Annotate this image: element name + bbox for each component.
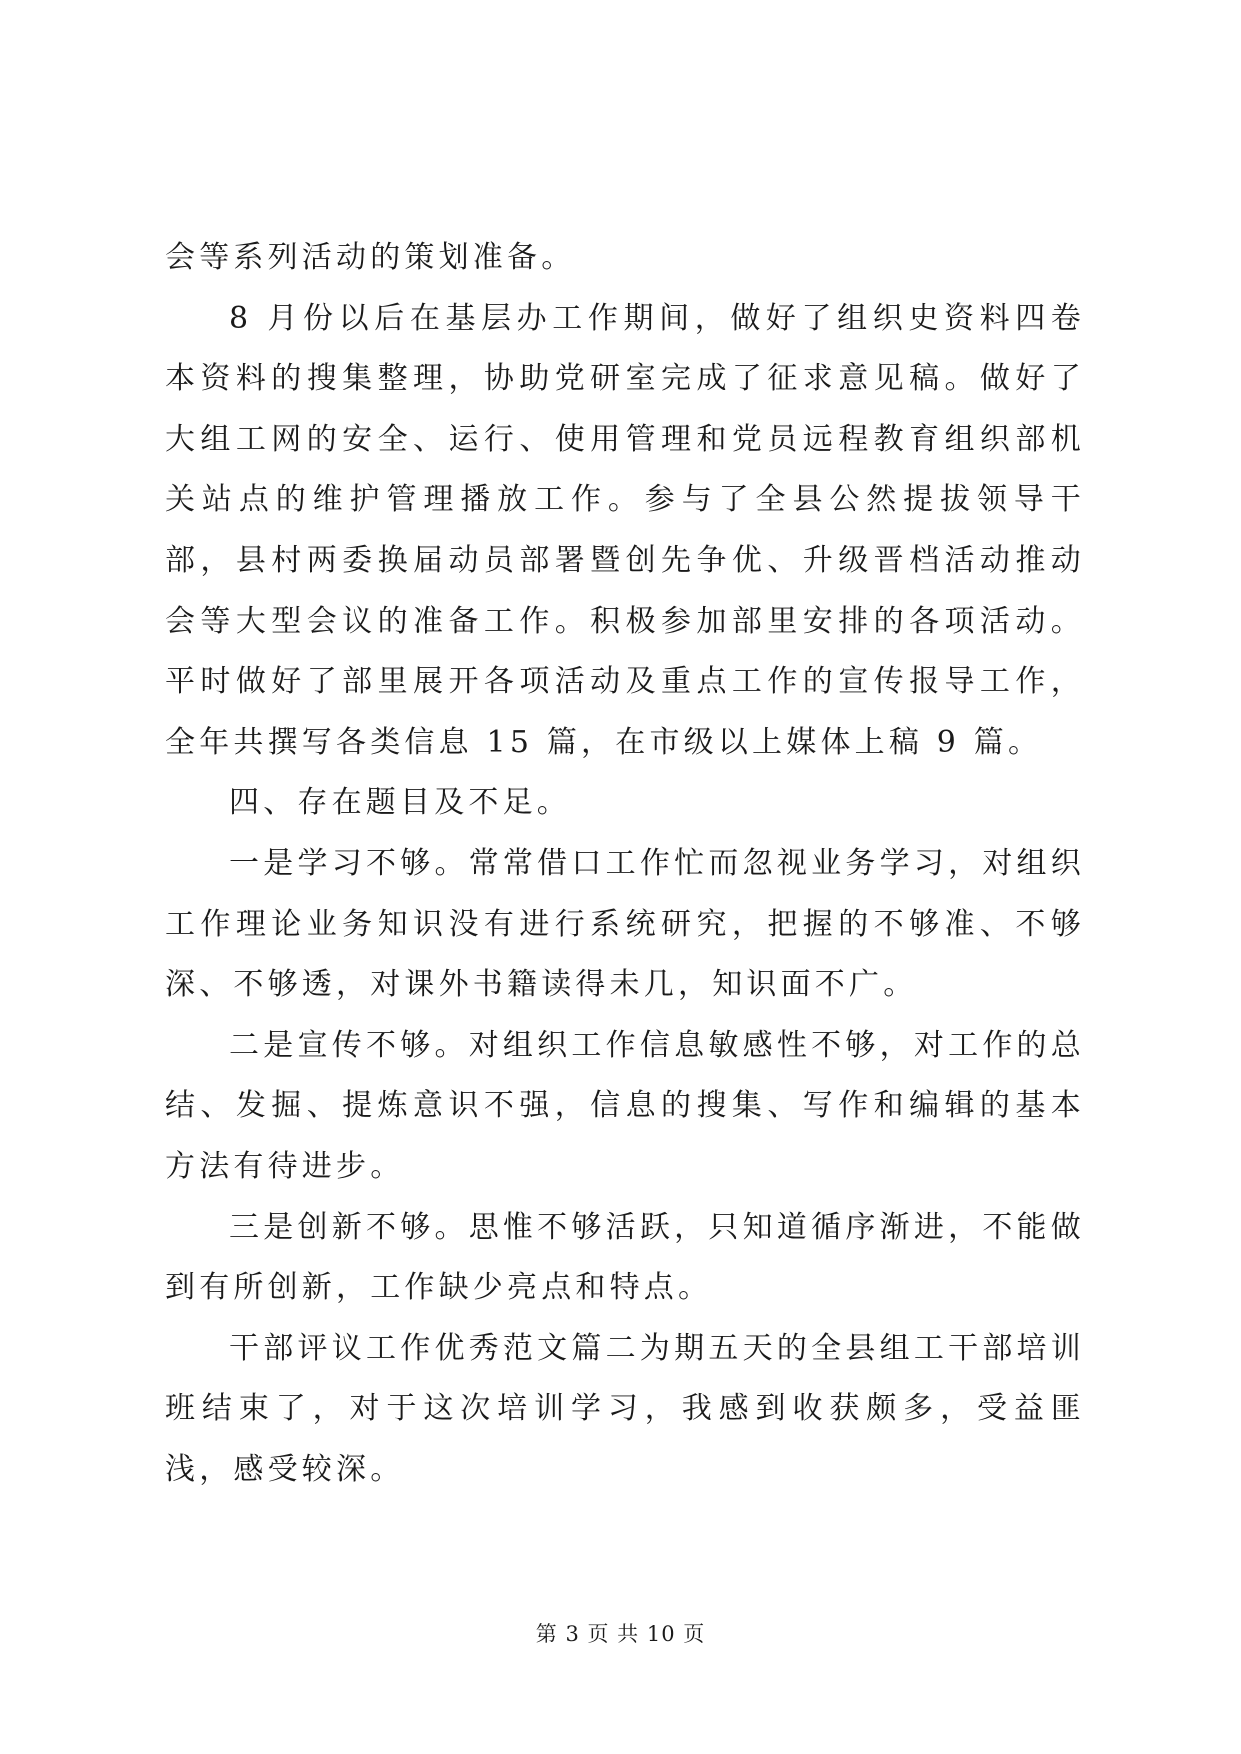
- paragraph: 一是学习不够。常常借口工作忙而忽视业务学习，对组织工作理论业务知识没有进行系统研究，把握的不够准、不够深、不够透，对课外书籍读得未几，知识面不广。: [165, 845, 1085, 1003]
- section-heading: 四、存在题目及不足。: [229, 785, 571, 821]
- paragraph: 8 月份以后在基层办工作期间，做好了组织史资料四卷本资料的搜集整理，协助党研室完成了征求意见稿。做好了大组工网的安全、运行、使用管理和党员远程教育组织部机关站点的维护管理播放工作。参与了全县公然提拔领导干部，县村两委换届动员部署暨创先争优、升级晋档活动推动会等大型会议的准备工作。积极参加部里安排的各项活动。平时做好了部里展开各项活动及重点工作的宣传报导工作，全年共撰写各类信息 15 篇，在市级以上媒体上稿 9 篇。: [165, 300, 1085, 760]
- paragraph: 干部评议工作优秀范文篇二为期五天的全县组工干部培训班结束了，对于这次培训学习，我感到收获颇多，受益匪浅，感受较深。: [165, 1330, 1085, 1487]
- paragraph: 会等系列活动的策划准备。: [165, 240, 576, 275]
- paragraph: 二是宣传不够。对组织工作信息敏感性不够，对工作的总结、发掘、提炼意识不强，信息的搜集、写作和编辑的基本方法有待进步。: [165, 1027, 1085, 1184]
- page-footer: 第 3 页 共 10 页: [535, 1622, 706, 1646]
- paragraph: 三是创新不够。思惟不够活跃，只知道循序渐进，不能做到有所创新，工作缺少亮点和特点。: [165, 1209, 1085, 1306]
- document-body: [165, 228, 1085, 1500]
